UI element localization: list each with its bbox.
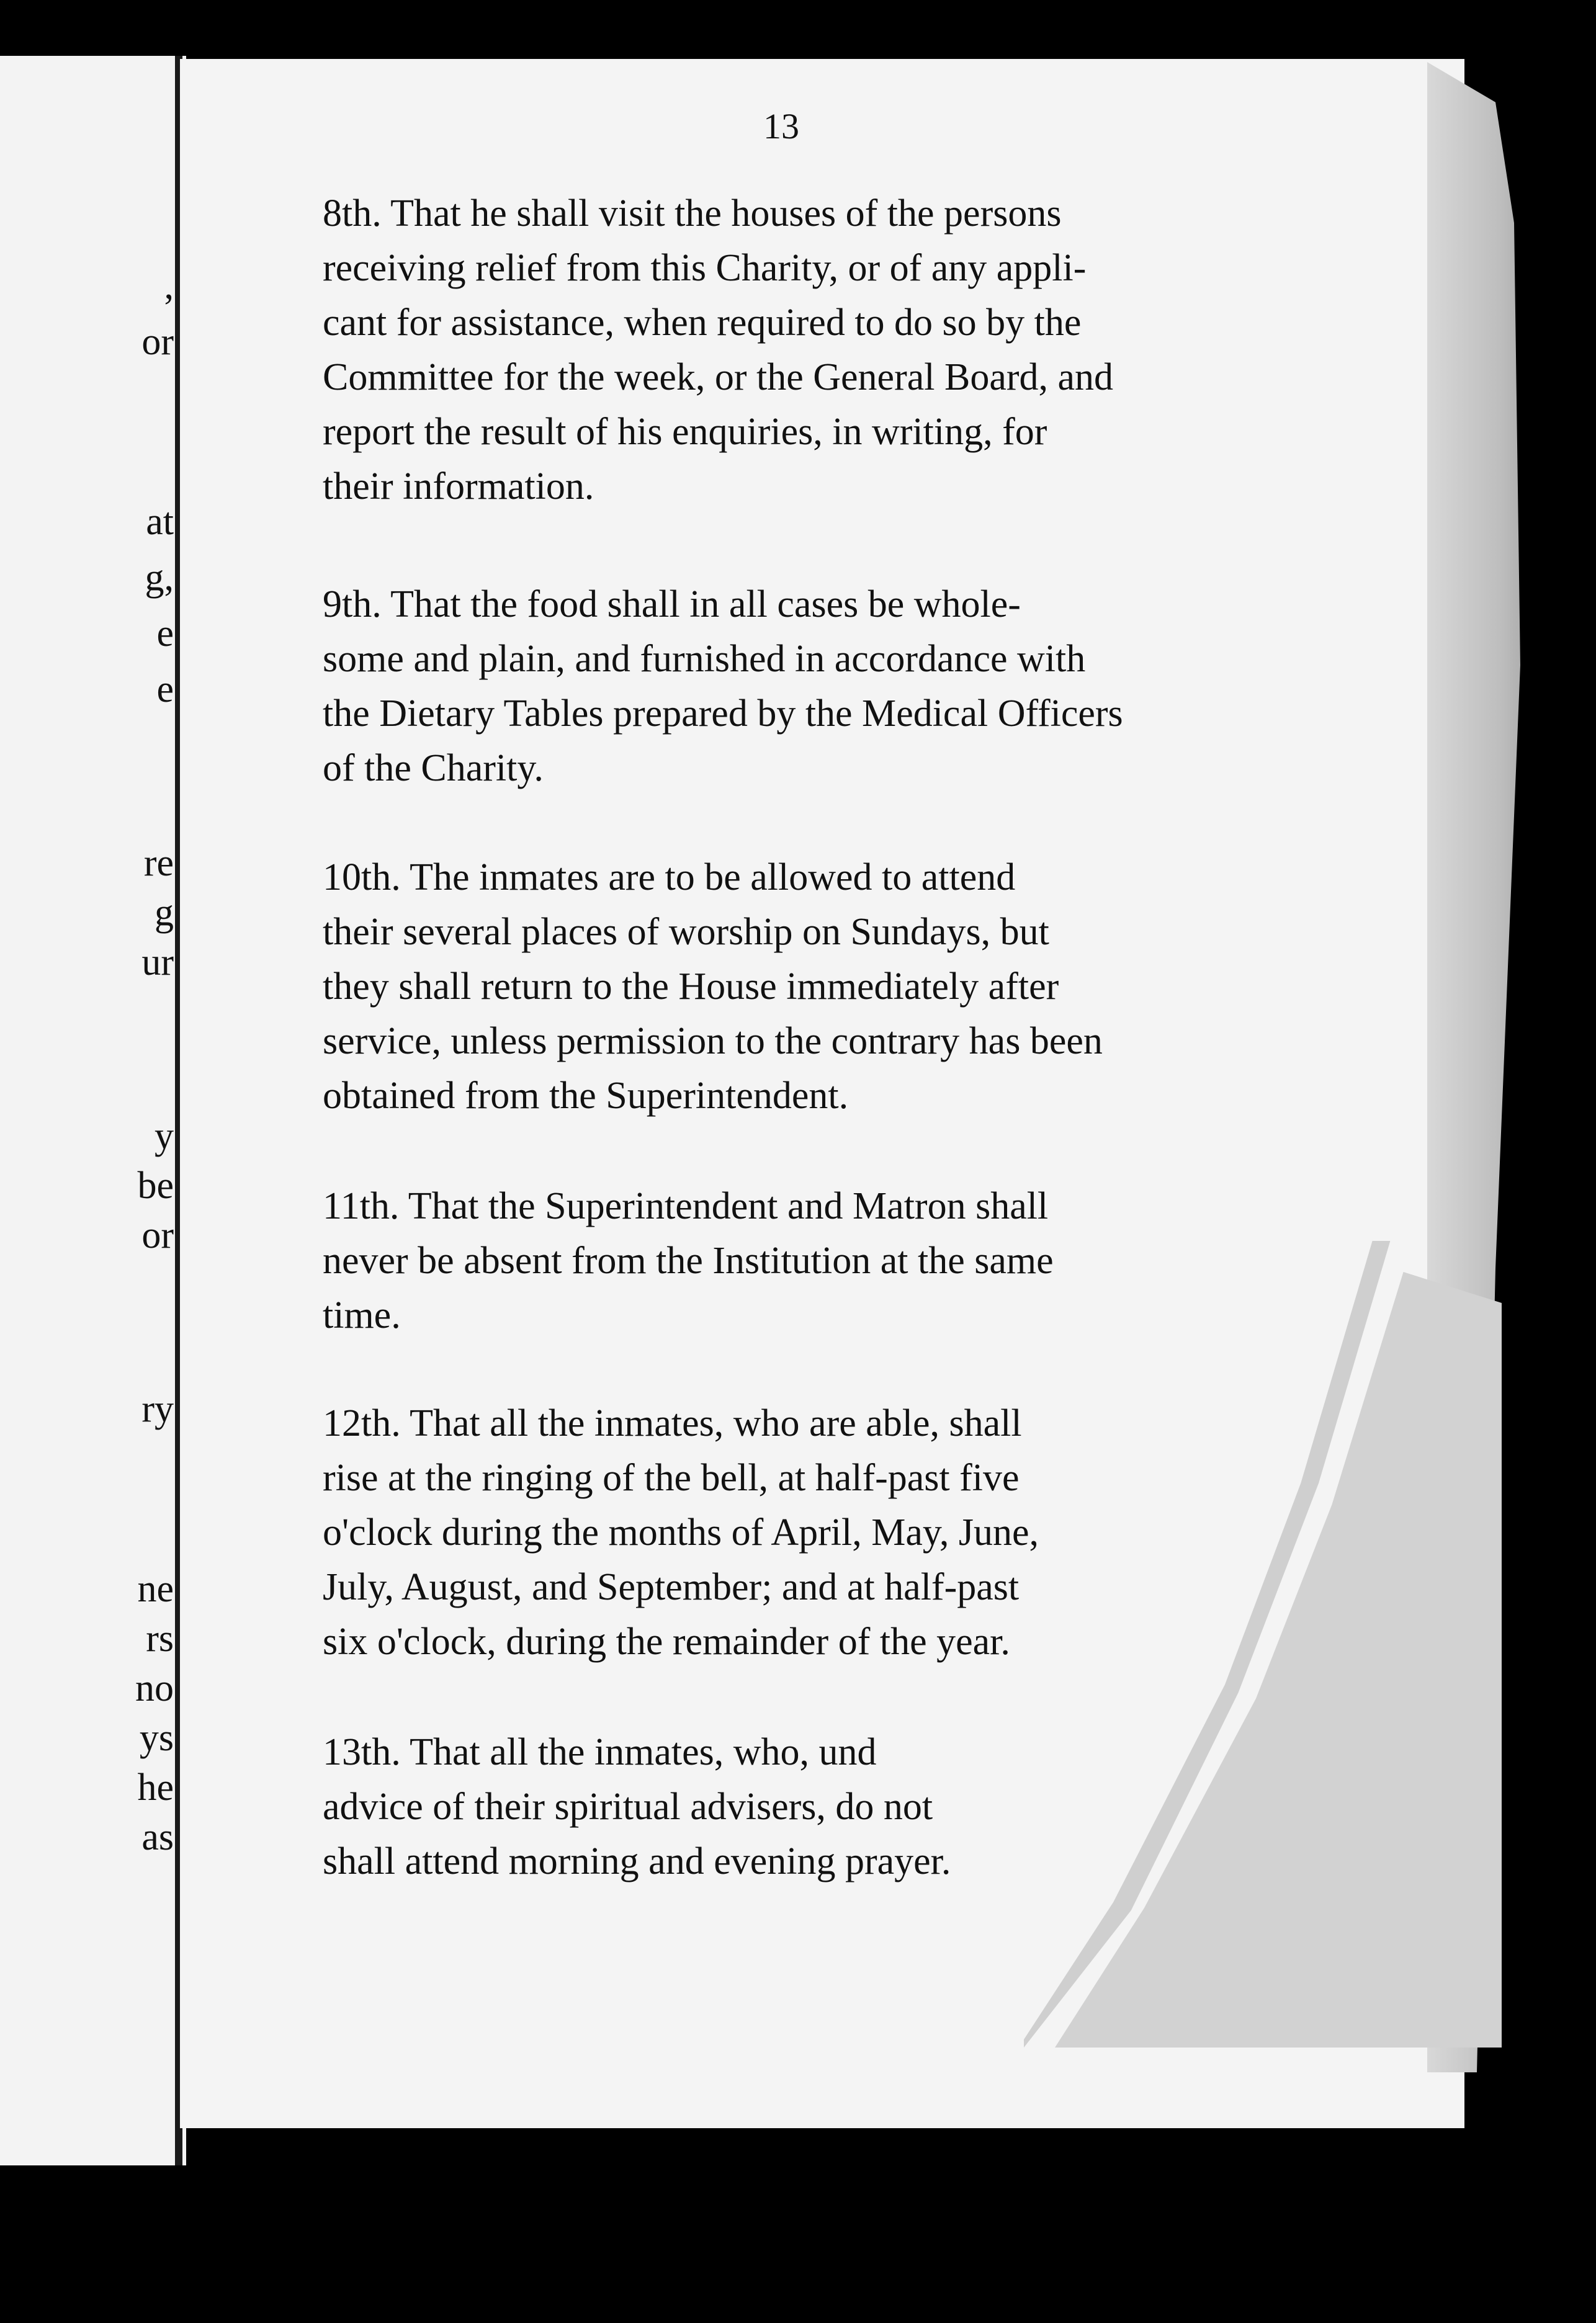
left-fragment: at (146, 501, 174, 543)
left-fragment: he (137, 1766, 174, 1809)
text-line: never be absent from the Institution at the same (323, 1240, 1054, 1282)
text-line: time. (323, 1294, 401, 1336)
text-line: 12th. That all the inmates, who are able, shall (323, 1402, 1022, 1444)
left-fragment: be (137, 1165, 174, 1207)
rule-13th (323, 1725, 1291, 1889)
left-fragment: y (155, 1115, 174, 1157)
scan-border (0, 2209, 1596, 2227)
rule-9th (323, 577, 1291, 795)
left-fragment: g, (145, 557, 174, 599)
text-line: advice of their spiritual advisers, do not (323, 1786, 933, 1828)
text-line: 10th. The inmates are to be allowed to attend (323, 856, 1016, 898)
text-line: rise at the ringing of the bell, at half-past five (323, 1457, 1020, 1499)
text-line: their information. (323, 465, 594, 508)
text-line: receiving relief from this Charity, or of any appli- (323, 247, 1087, 289)
left-fragment: ry (141, 1388, 174, 1430)
rule-10th (323, 850, 1291, 1123)
rule-12th (323, 1396, 1291, 1669)
rule-8th (323, 186, 1291, 514)
left-fragment: ys (139, 1717, 174, 1759)
text-line: 8th. That he shall visit the houses of the persons (323, 192, 1062, 235)
text-line: cant for assistance, when required to do so by the (323, 302, 1082, 344)
left-fragment: e (156, 668, 174, 710)
text-line: o'clock during the months of April, May, June, (323, 1511, 1039, 1554)
text-line: obtained from the Superintendent. (323, 1075, 849, 1117)
left-fragment: , (164, 265, 174, 307)
text-line: July, August, and September; and at half-past (323, 1566, 1020, 1608)
text-line: 13th. That all the inmates, who, und (323, 1731, 877, 1773)
text-line: their several places of worship on Sundays, but (323, 911, 1049, 953)
text-line: service, unless permission to the contrary has been (323, 1020, 1103, 1062)
text-line: shall attend morning and evening prayer. (323, 1840, 951, 1882)
text-line: 9th. That the food shall in all cases be whole- (323, 583, 1021, 625)
text-line: they shall return to the House immediately after (323, 965, 1059, 1008)
text-line: 11th. That the Superintendent and Matron shall (323, 1185, 1049, 1227)
text-line: six o'clock, during the remainder of the year. (323, 1621, 1010, 1663)
left-fragment: or (141, 321, 174, 363)
text-line: of the Charity. (323, 747, 544, 789)
left-fragment: g (155, 892, 174, 934)
left-page (0, 56, 186, 2165)
text-line: Committee for the week, or the General Board, and (323, 356, 1113, 398)
left-fragment: rs (146, 1618, 174, 1660)
text-line: some and plain, and furnished in accordance with (323, 638, 1086, 680)
left-fragment: as (141, 1816, 174, 1858)
page-number: 13 (763, 106, 799, 146)
text-line: the Dietary Tables prepared by the Medical Officers (323, 692, 1123, 735)
left-fragment: e (156, 612, 174, 655)
rule-11th (323, 1179, 1291, 1343)
left-fragment: ne (137, 1568, 174, 1610)
left-fragment: re (143, 842, 174, 884)
left-fragment: or (141, 1214, 174, 1256)
text-line: report the result of his enquiries, in writing, for (323, 411, 1047, 453)
left-fragment: ur (141, 941, 174, 983)
left-fragment: no (135, 1667, 174, 1709)
